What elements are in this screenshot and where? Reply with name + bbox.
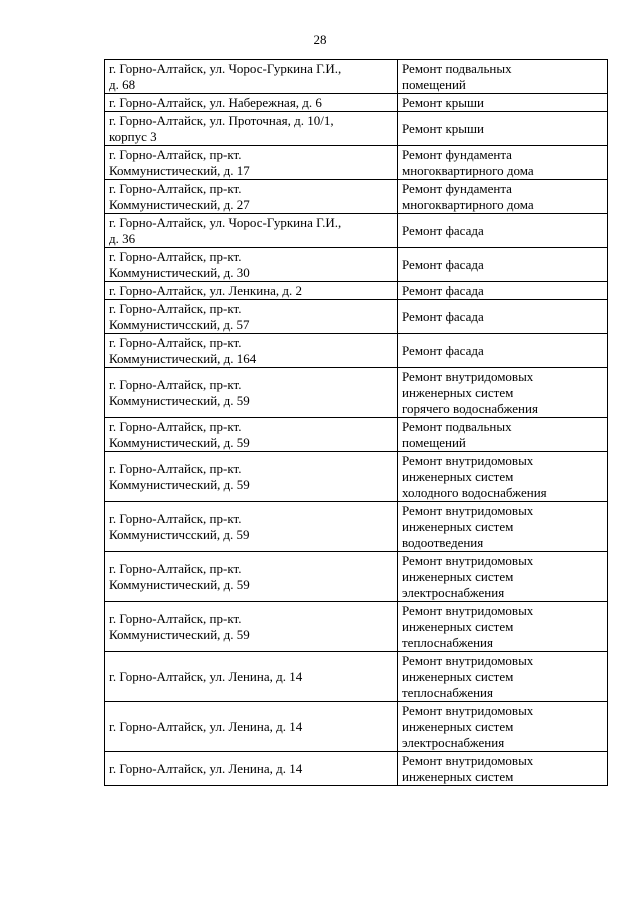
- address-line: Коммунистический, д. 59: [109, 577, 250, 592]
- work-type-line: многоквартирного дома: [402, 197, 534, 212]
- work-type-line: Ремонт внутридомовых: [402, 553, 534, 568]
- address-cell: [105, 300, 398, 334]
- address-line: г. Горно-Алтайск, пр-кт.: [109, 301, 242, 316]
- work-type-line: Ремонт фасада: [402, 343, 484, 358]
- table-row: [105, 146, 608, 180]
- table-body: [105, 60, 608, 786]
- address-cell: [105, 418, 398, 452]
- work-type-line: многоквартирного дома: [402, 163, 534, 178]
- work-type-cell: [398, 334, 608, 368]
- work-type-line: помещений: [402, 435, 466, 450]
- address-cell: [105, 602, 398, 652]
- address-line: Коммунистический, д. 59: [109, 627, 250, 642]
- table-row: [105, 452, 608, 502]
- address-line: г. Горно-Алтайск, пр-кт.: [109, 181, 242, 196]
- table-row: [105, 214, 608, 248]
- work-type-cell: [398, 602, 608, 652]
- table-row: [105, 418, 608, 452]
- address-line: Коммунистический, д. 59: [109, 435, 250, 450]
- address-line: Коммунистический, д. 30: [109, 265, 250, 280]
- work-type-line: Ремонт внутридомовых: [402, 603, 534, 618]
- work-type-line: Ремонт внутридомовых: [402, 653, 534, 668]
- address-line: д. 36: [109, 231, 136, 246]
- address-cell: [105, 282, 398, 300]
- work-type-cell: [398, 452, 608, 502]
- address-line: д. 68: [109, 77, 136, 92]
- address-line: г. Горно-Алтайск, пр-кт.: [109, 561, 242, 576]
- work-type-cell: [398, 282, 608, 300]
- work-type-cell: [398, 752, 608, 786]
- work-type-line: теплоснабжения: [402, 635, 493, 650]
- address-line: Коммунистический, д. 17: [109, 163, 250, 178]
- address-line: Коммунистический, д. 59: [109, 477, 250, 492]
- work-type-line: водоотведения: [402, 535, 484, 550]
- work-type-line: горячего водоснабжения: [402, 401, 538, 416]
- address-line: г. Горно-Алтайск, пр-кт.: [109, 419, 242, 434]
- address-line: г. Горно-Алтайск, пр-кт.: [109, 335, 242, 350]
- work-type-line: Ремонт крыши: [402, 95, 484, 110]
- address-line: г. Горно-Алтайск, ул. Чорос-Гуркина Г.И.,: [109, 61, 342, 76]
- work-type-line: Ремонт внутридомовых: [402, 453, 534, 468]
- work-type-cell: [398, 300, 608, 334]
- address-line: г. Горно-Алтайск, пр-кт.: [109, 147, 242, 162]
- address-line: г. Горно-Алтайск, ул. Ленкина, д. 2: [109, 283, 303, 298]
- table-row: [105, 752, 608, 786]
- address-line: корпус 3: [109, 129, 157, 144]
- work-type-line: помещений: [402, 77, 466, 92]
- table-row: [105, 334, 608, 368]
- address-cell: [105, 180, 398, 214]
- work-type-line: Ремонт внутридомовых: [402, 503, 534, 518]
- address-line: Коммунистический, д. 164: [109, 351, 257, 366]
- address-cell: [105, 112, 398, 146]
- address-cell: [105, 94, 398, 112]
- address-line: г. Горно-Алтайск, ул. Чорос-Гуркина Г.И.,: [109, 215, 342, 230]
- work-type-line: электроснабжения: [402, 735, 505, 750]
- address-line: г. Горно-Алтайск, пр-кт.: [109, 249, 242, 264]
- work-type-line: Ремонт внутридомовых: [402, 753, 534, 768]
- address-line: г. Горно-Алтайск, пр-кт.: [109, 611, 242, 626]
- address-line: г. Горно-Алтайск, пр-кт.: [109, 461, 242, 476]
- address-cell: [105, 334, 398, 368]
- repair-works-table: [104, 59, 608, 786]
- address-line: Коммунистический, д. 27: [109, 197, 250, 212]
- address-line: г. Горно-Алтайск, ул. Набережная, д. 6: [109, 95, 322, 110]
- work-type-line: Ремонт внутридомовых: [402, 369, 534, 384]
- table-row: [105, 368, 608, 418]
- address-line: г. Горно-Алтайск, ул. Ленина, д. 14: [109, 669, 303, 684]
- work-type-line: Ремонт фасада: [402, 257, 484, 272]
- table-row: [105, 652, 608, 702]
- table-row: [105, 112, 608, 146]
- work-type-cell: [398, 552, 608, 602]
- address-cell: [105, 214, 398, 248]
- address-line: Коммунистичсский, д. 57: [109, 317, 250, 332]
- work-type-line: Ремонт внутридомовых: [402, 703, 534, 718]
- work-type-line: инженерных систем: [402, 469, 514, 484]
- table-row: [105, 552, 608, 602]
- table-row: [105, 180, 608, 214]
- work-type-cell: [398, 214, 608, 248]
- work-type-cell: [398, 180, 608, 214]
- work-type-line: Ремонт крыши: [402, 121, 484, 136]
- address-line: г. Горно-Алтайск, пр-кт.: [109, 511, 242, 526]
- address-cell: [105, 552, 398, 602]
- address-cell: [105, 502, 398, 552]
- work-type-line: Ремонт фасада: [402, 223, 484, 238]
- address-line: г. Горно-Алтайск, ул. Проточная, д. 10/1,: [109, 113, 334, 128]
- address-cell: [105, 702, 398, 752]
- table-row: [105, 248, 608, 282]
- work-type-line: инженерных систем: [402, 769, 514, 784]
- work-type-cell: [398, 502, 608, 552]
- work-type-line: Ремонт подвальных: [402, 61, 512, 76]
- address-line: г. Горно-Алтайск, ул. Ленина, д. 14: [109, 719, 303, 734]
- address-line: Коммунистичсский, д. 59: [109, 527, 250, 542]
- work-type-cell: [398, 112, 608, 146]
- table-row: [105, 300, 608, 334]
- address-cell: [105, 652, 398, 702]
- work-type-cell: [398, 702, 608, 752]
- address-line: г. Горно-Алтайск, ул. Ленина, д. 14: [109, 761, 303, 776]
- work-type-cell: [398, 146, 608, 180]
- table-row: [105, 60, 608, 94]
- work-type-line: инженерных систем: [402, 719, 514, 734]
- work-type-line: электроснабжения: [402, 585, 505, 600]
- work-type-line: холодного водоснабжения: [402, 485, 547, 500]
- work-type-cell: [398, 94, 608, 112]
- page-number: 28: [313, 32, 327, 47]
- address-line: г. Горно-Алтайск, пр-кт.: [109, 377, 242, 392]
- work-type-cell: [398, 652, 608, 702]
- table-row: [105, 702, 608, 752]
- work-type-line: Ремонт фундамента: [402, 181, 512, 196]
- address-cell: [105, 60, 398, 94]
- work-type-line: Ремонт фасада: [402, 309, 484, 324]
- work-type-line: инженерных систем: [402, 385, 514, 400]
- work-type-cell: [398, 248, 608, 282]
- table-row: [105, 602, 608, 652]
- work-type-line: Ремонт подвальных: [402, 419, 512, 434]
- address-cell: [105, 752, 398, 786]
- work-type-cell: [398, 368, 608, 418]
- work-type-line: Ремонт фундамента: [402, 147, 512, 162]
- table-row: [105, 282, 608, 300]
- work-type-cell: [398, 418, 608, 452]
- table-row: [105, 502, 608, 552]
- work-type-line: инженерных систем: [402, 569, 514, 584]
- work-type-cell: [398, 60, 608, 94]
- work-type-line: Ремонт фасада: [402, 283, 484, 298]
- address-cell: [105, 248, 398, 282]
- work-type-line: инженерных систем: [402, 519, 514, 534]
- address-cell: [105, 368, 398, 418]
- table-row: [105, 94, 608, 112]
- address-cell: [105, 146, 398, 180]
- work-type-line: инженерных систем: [402, 619, 514, 634]
- work-type-line: инженерных систем: [402, 669, 514, 684]
- address-cell: [105, 452, 398, 502]
- address-line: Коммунистический, д. 59: [109, 393, 250, 408]
- work-type-line: теплоснабжения: [402, 685, 493, 700]
